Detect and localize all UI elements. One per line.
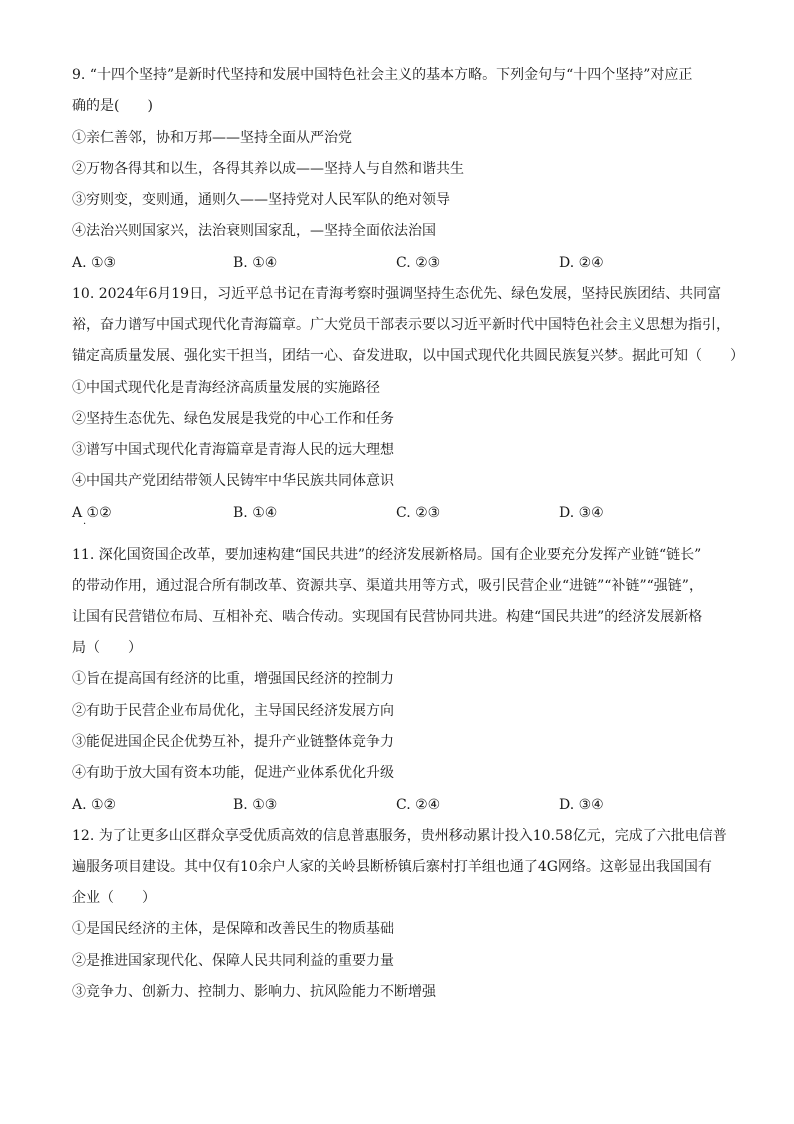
question-12-statement-3: ③竞争力、创新力、控制力、影响力、抗风险能力不断增强 xyxy=(72,984,436,1000)
option-d: D. ③④ xyxy=(559,505,604,521)
question-11-statement-4: ④有助于放大国有资本功能，促进产业体系优化升级 xyxy=(72,765,394,781)
question-9-stem-line-1: 9. “十四个坚持”是新时代坚持和发展中国特色社会主义的基本方略。下列金句与“十四个坚持”对应正 xyxy=(72,67,693,83)
question-11-statement-2: ②有助于民营企业布局优化，主导国民经济发展方向 xyxy=(72,703,394,719)
question-10-statement-4: ④中国共产党团结带领人民铸牢中华民族共同体意识 xyxy=(72,473,394,489)
option-b: B. ①④ xyxy=(233,255,278,271)
question-11-statement-3: ③能促进国企民企优势互补，提升产业链整体竞争力 xyxy=(72,734,394,750)
option-a: A. ①② xyxy=(72,797,117,813)
question-10-statement-3: ③谱写中国式现代化青海篇章是青海人民的远大理想 xyxy=(72,442,394,458)
question-12-stem-line-1: 12. 为了让更多山区群众享受优质高效的信息普惠服务，贵州移动累计投入10.58亿元，完成了六批电信普 xyxy=(72,828,727,844)
question-9-statement-1: ①亲仁善邻，协和万邦——坚持全面从严治党 xyxy=(72,130,352,146)
stray-dot-mark: · xyxy=(83,519,87,530)
option-d: D. ③④ xyxy=(559,797,604,813)
question-12-stem-line-3: 企业（ ） xyxy=(72,890,156,906)
option-b: B. ①④ xyxy=(233,505,278,521)
question-12-statement-1: ①是国民经济的主体，是保障和改善民生的物质基础 xyxy=(72,921,394,937)
option-d: D. ②④ xyxy=(559,255,604,271)
option-c: C. ②③ xyxy=(396,255,441,271)
question-10-stem-line-2: 裕，奋力谱写中国式现代化青海篇章。广大党员干部表示要以习近平新时代中国特色社会主义思想为指引， xyxy=(72,317,730,333)
question-11-stem-line-4: 局（ ） xyxy=(72,640,142,656)
question-10-stem-line-3: 锚定高质量发展、强化实干担当，团结一心、奋发进取，以中国式现代化共圆民族复兴梦。据此可知（ ） xyxy=(72,348,744,364)
question-10-statement-1: ①中国式现代化是青海经济高质量发展的实施路径 xyxy=(72,380,380,396)
question-11-options xyxy=(72,797,732,813)
option-a: A ①② xyxy=(72,505,112,521)
question-10-options xyxy=(72,505,732,521)
question-12-stem-line-2: 遍服务项目建设。其中仅有10余户人家的关岭县断桥镇后寨村打羊组也通了4G网络。这彰显出我国国有 xyxy=(72,859,712,875)
question-9-statement-2: ②万物各得其和以生，各得其养以成——坚持人与自然和谐共生 xyxy=(72,161,464,177)
question-10-stem-line-1: 10. 2024年6月19日，习近平总书记在青海考察时强调坚持生态优先、绿色发展，坚持民族团结、共同富 xyxy=(72,286,722,302)
question-9-statement-4: ④法治兴则国家兴，法治衰则国家乱，—坚持全面依法治国 xyxy=(72,223,436,239)
question-11-stem-line-3: 让国有民营错位布局、互相补充、啮合传动。实现国有民营协同共进。构建“国民共进”的经济发展新格 xyxy=(72,609,703,625)
option-a: A. ①③ xyxy=(72,255,117,271)
question-9-options xyxy=(72,255,732,271)
question-11-stem-line-2: 的带动作用，通过混合所有制改革、资源共享、渠道共用等方式，吸引民营企业“进链”“补链”“强链”， xyxy=(72,578,703,594)
question-10-statement-2: ②坚持生态优先、绿色发展是我党的中心工作和任务 xyxy=(72,411,394,427)
question-9-stem-line-2: 确的是( ) xyxy=(72,98,153,114)
question-11-stem-line-1: 11. 深化国资国企改革，要加速构建“国民共进”的经济发展新格局。国有企业要充分发挥产业链“链长” xyxy=(72,547,702,563)
question-11-statement-1: ①旨在提高国有经济的比重，增强国民经济的控制力 xyxy=(72,671,394,687)
option-c: C. ②④ xyxy=(396,797,441,813)
question-12-statement-2: ②是推进国家现代化、保障人民共同利益的重要力量 xyxy=(72,953,394,969)
option-c: C. ②③ xyxy=(396,505,441,521)
question-9-statement-3: ③穷则变，变则通，通则久——坚持党对人民军队的绝对领导 xyxy=(72,192,450,208)
option-b: B. ①③ xyxy=(233,797,278,813)
